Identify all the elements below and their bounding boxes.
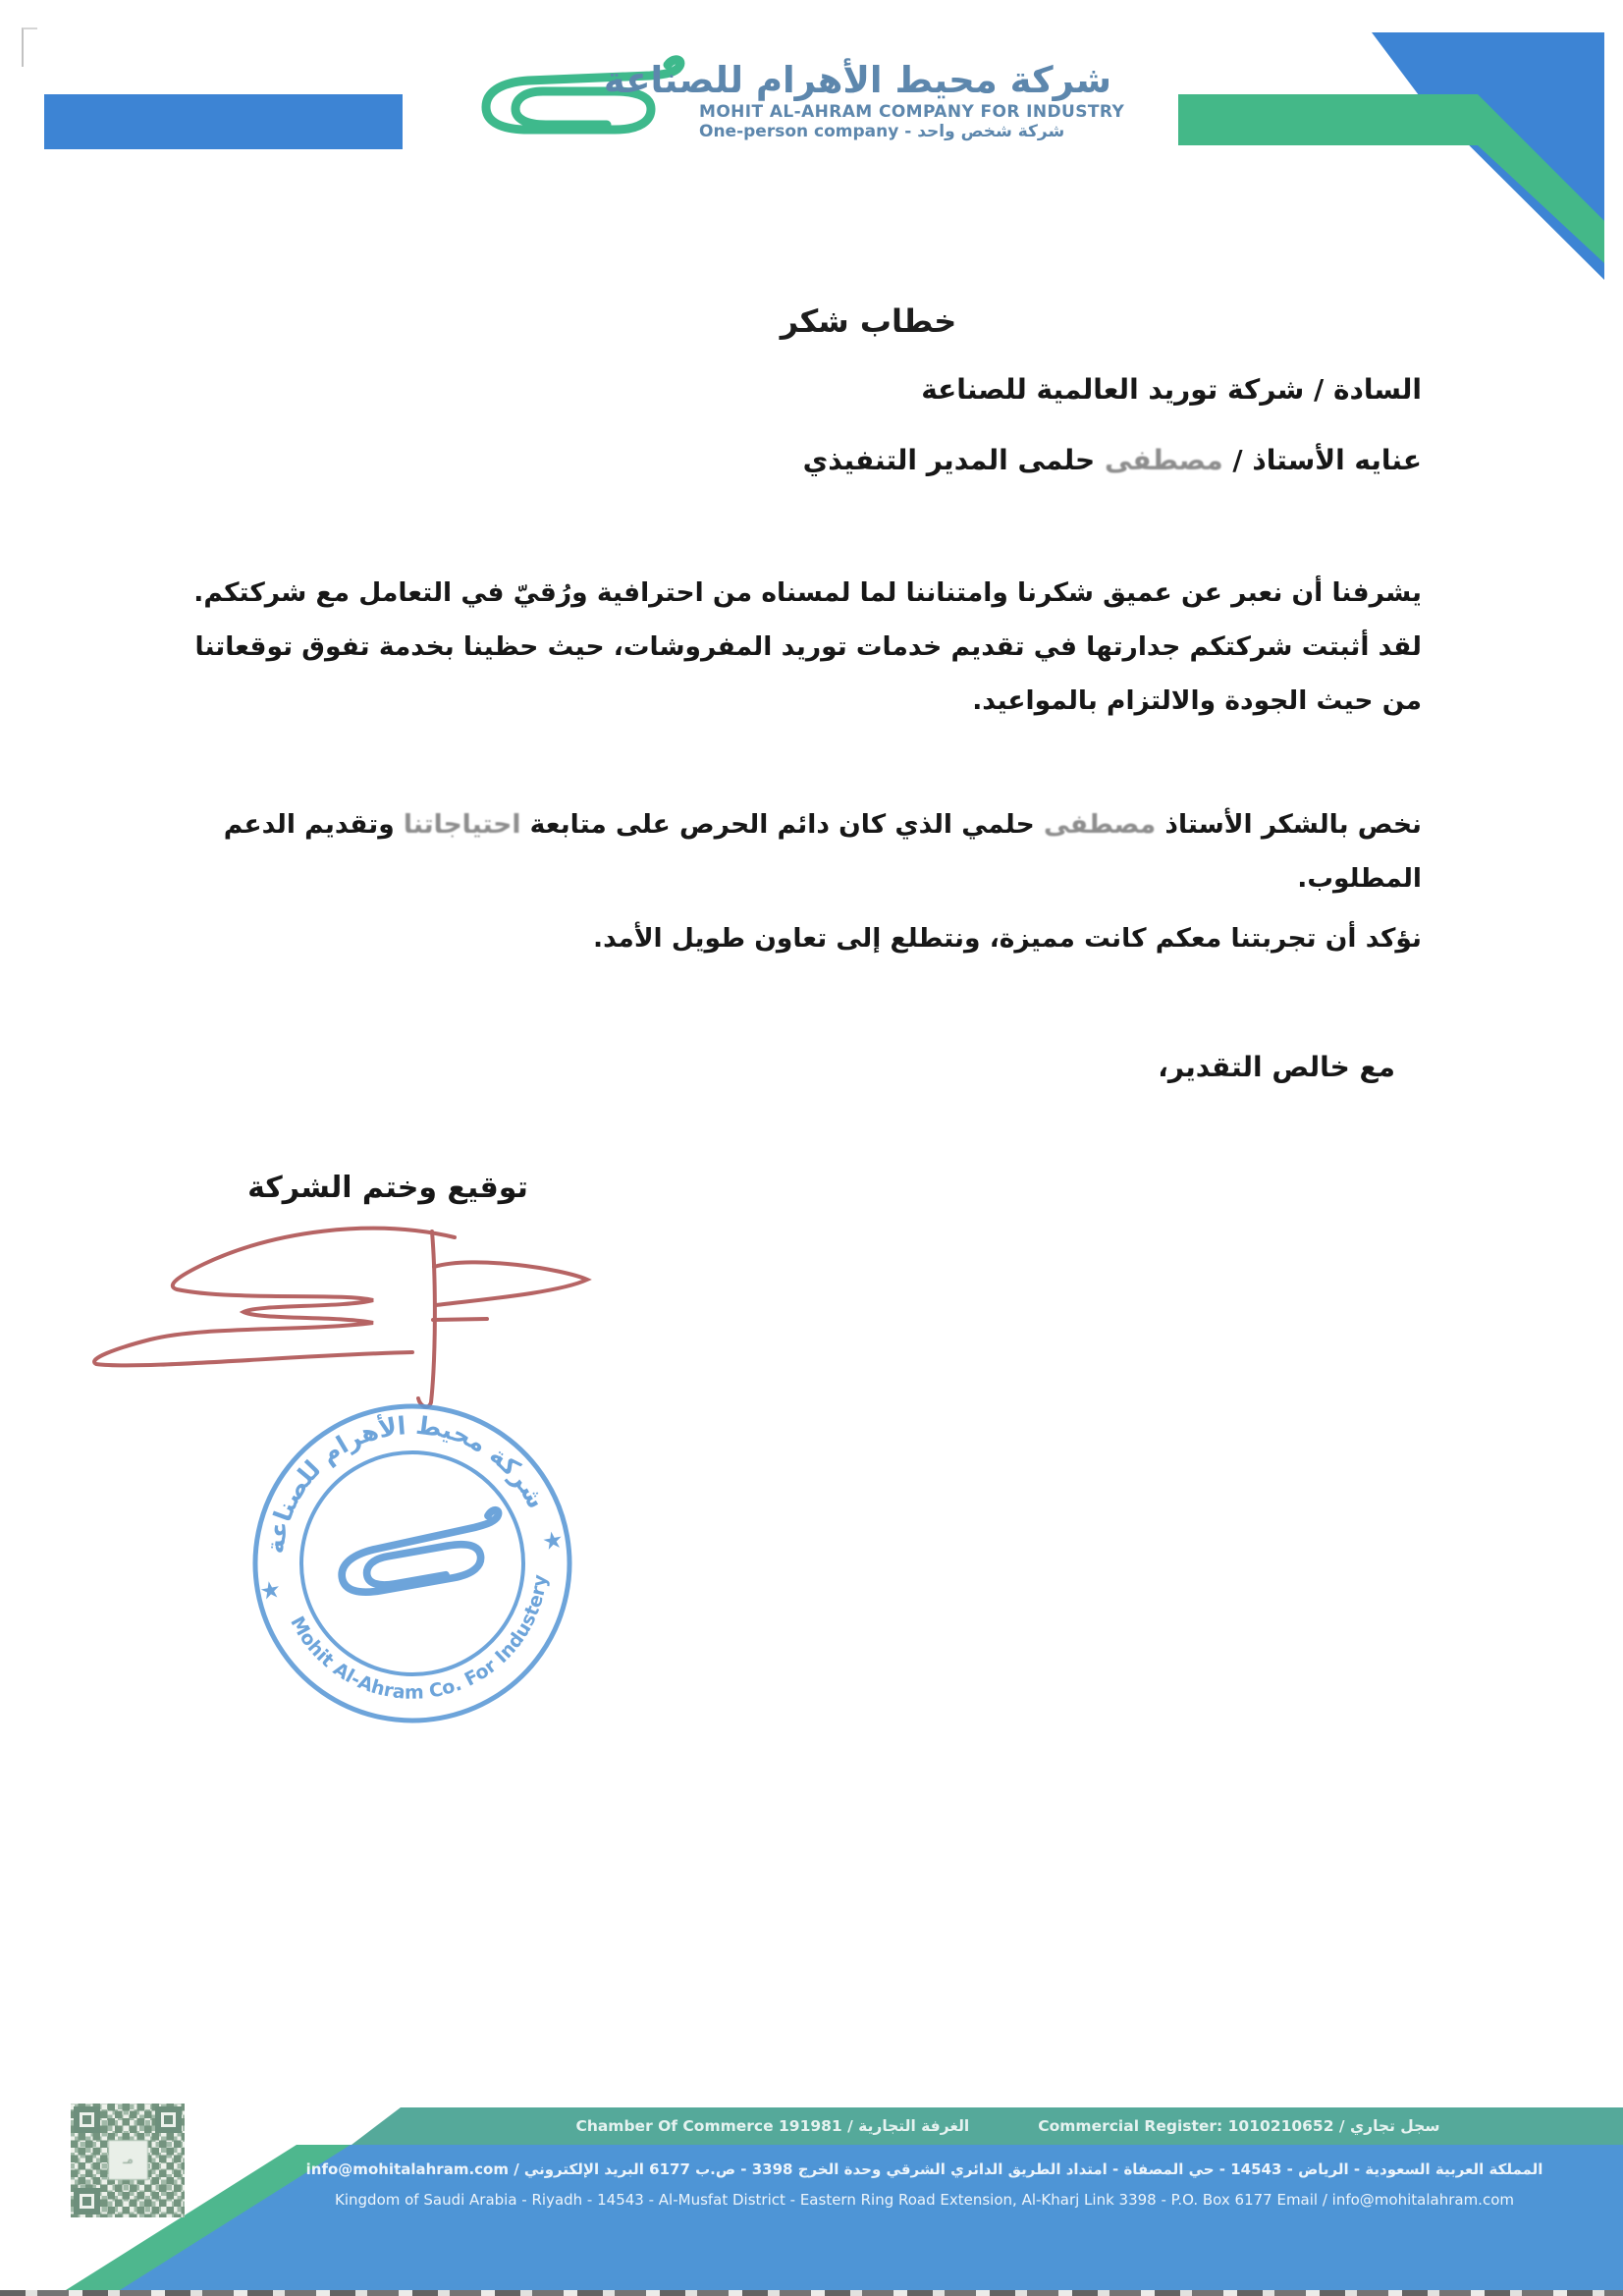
paragraph-2-post: وتقديم الدعم (223, 809, 404, 840)
signature-label: توقيع وختم الشركة (247, 1171, 528, 1205)
addressee-prefix: عنايه الأستاذ / (1222, 444, 1422, 476)
scan-corner-mark (22, 27, 37, 67)
qr-finder-icon (155, 2106, 182, 2133)
qr-finder-icon (74, 2188, 100, 2214)
paragraph-1-line-2: لقد أثبتت شركتكم جدارتها في تقديم خدمات توريد المفروشات، حيث حظينا بخدمة تفوق توقعاتنا (194, 631, 1422, 662)
top-right-blue-pennant (1372, 32, 1604, 280)
qr-center-logo: مـ (108, 2140, 148, 2180)
paragraph-2-line-2: المطلوب. (1297, 863, 1422, 894)
top-decoration (0, 0, 1623, 314)
paragraph-2-word-redacted: احتياجاتنا (403, 809, 521, 840)
qr-code (71, 2104, 185, 2217)
paragraph-2-mid: حلمي الذي كان دائم الحرص على متابعة (520, 809, 1044, 840)
paragraph-1-line-1: يشرفنا أن نعبر عن عميق شكرنا وامتناننا لما لمسناه من احترافية ورُقيّ في التعامل مع شركتكم. (193, 577, 1422, 608)
company-subtitle: One-person company - شركة شخص واحد (699, 122, 1065, 142)
stamp-arabic-arc-text: شركة محيط الأهرام للصناعة (260, 1410, 552, 1556)
qr-finder-icon (74, 2106, 100, 2133)
addressee-name-redacted: مصطفى (1104, 444, 1223, 476)
registry-band (393, 2107, 1623, 2145)
svg-text:Mohit Al-Ahram Co. For Induste (285, 1569, 569, 1725)
address-band (245, 2153, 1603, 2251)
closing-salutation: مع خالص التقدير، (1158, 1051, 1395, 1083)
company-stamp (217, 1368, 609, 1760)
stamp-star-left: ★ (257, 1574, 284, 1607)
address-arabic: المملكة العربية السعودية - الرياض - 14543 - حي المصفاة - امتداد الطريق الدائري الشرقي وحدة الخرج 3398 - ص.ب 6177 البريد الإلكتروني / info@mohitalahram.com (305, 2160, 1543, 2178)
chamber-of-commerce-text: Chamber Of Commerce 191981 / الغرفة التجارية (575, 2117, 970, 2135)
paragraph-3: نؤكد أن تجربتنا معكم كانت مميزة، ونتطلع إلى تعاون طويل الأمد. (593, 923, 1422, 954)
company-name-arabic: شركة محيط الأهرام للصناعة (603, 59, 1111, 101)
paragraph-2-name-redacted: مصطفى (1043, 809, 1157, 840)
header-text-block (603, 59, 1125, 142)
commercial-register-text: Commercial Register: 1010210652 / سجل تجاري (1038, 2117, 1440, 2135)
paragraph-2-line-1 (147, 797, 1422, 851)
letter-title: خطاب شكر (780, 302, 957, 340)
paragraph-2 (147, 797, 1422, 905)
stamp-center-logo-icon (335, 1509, 508, 1597)
addressee-title-suffix: حلمى المدير التنفيذي (802, 444, 1105, 476)
company-name-english: MOHIT AL-AHRAM COMPANY FOR INDUSTRY (699, 101, 1125, 122)
svg-text:شركة محيط الأهرام للصناعة (241, 1387, 553, 1559)
addressee-company-line: السادة / شركة توريد العالمية للصناعة (921, 373, 1422, 406)
scan-bottom-edge (0, 2290, 1623, 2296)
addressee-person-line (147, 444, 1422, 476)
paragraph-2-pre: نخص بالشكر الأستاذ (1156, 809, 1422, 840)
stamp-star-right: ★ (539, 1525, 566, 1557)
paragraph-1-line-3: من حيث الجودة والالتزام بالمواعيد. (972, 685, 1422, 716)
top-left-blue-bar (44, 94, 403, 149)
paragraph-1 (147, 566, 1422, 728)
stamp-english-arc-text: Mohit Al-Ahram Co. For Industery (286, 1573, 552, 1704)
address-english: Kingdom of Saudi Arabia - Riyadh - 14543 - Al-Musfat District - Eastern Ring Road Extension, Al-Kharj Link 3398 - P.O. Box 6177 Email / info@mohitalahram.com (335, 2191, 1514, 2209)
